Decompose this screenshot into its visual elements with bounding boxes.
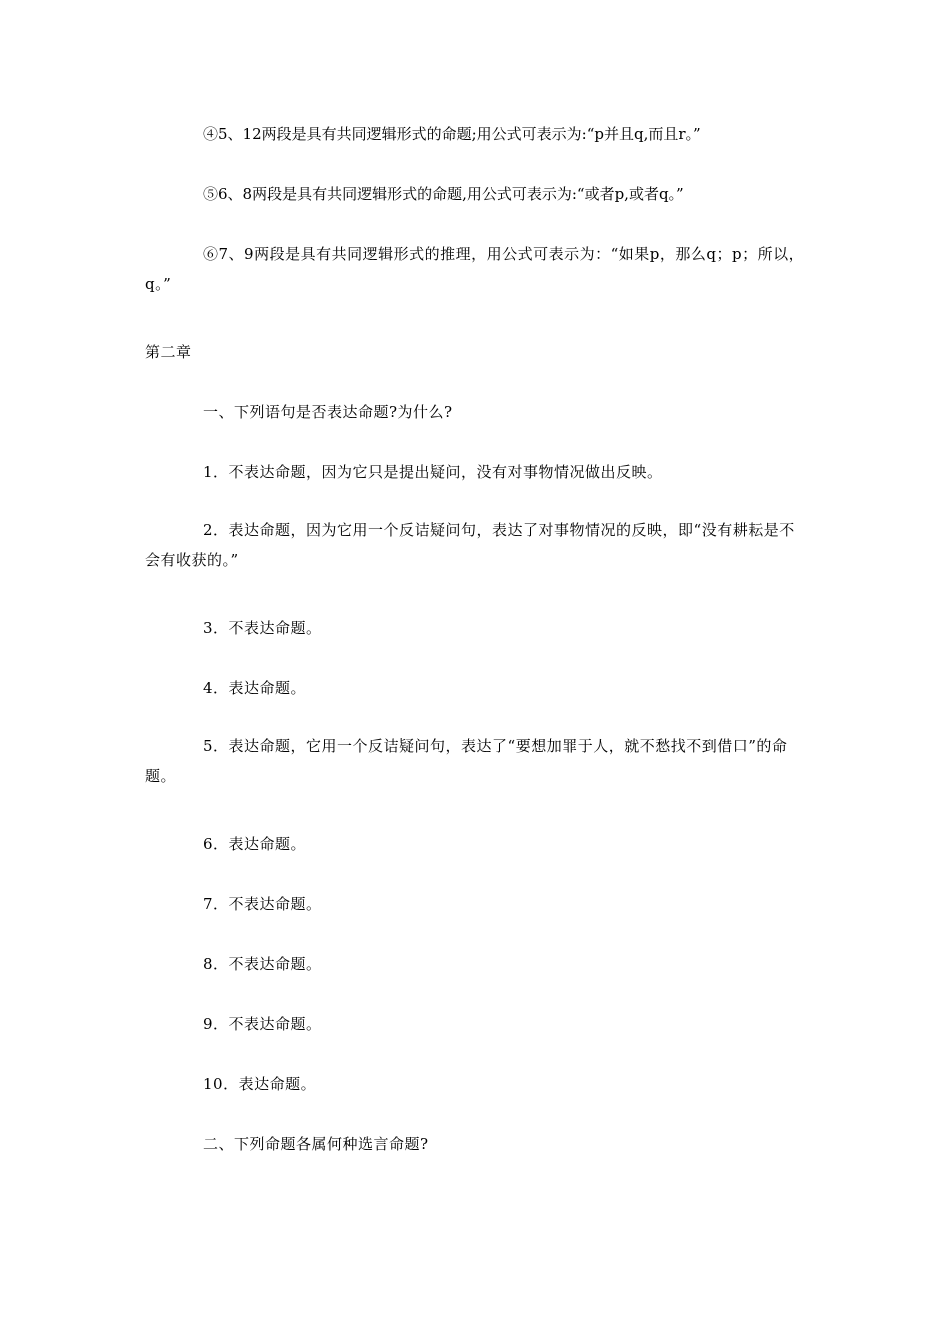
answer-5: 5．表达命题，它用一个反诘疑问句，表达了“要想加罪于人，就不愁找不到借口”的命题。 [145, 737, 788, 785]
answer-8: 8．不表达命题。 [203, 955, 322, 973]
answer-10: 10．表达命题。 [203, 1075, 317, 1093]
paragraph-circled-4: ④5、12两段是具有共同逻辑形式的命题;用公式可表示为:“p并且q,而且r。” [203, 125, 701, 143]
paragraph-circled-6: ⑥7、9两段是具有共同逻辑形式的推理，用公式可表示为：“如果p，那么q；p；所以，q。” [145, 245, 805, 293]
answer-9: 9．不表达命题。 [203, 1015, 322, 1033]
section-heading-2: 二、下列命题各属何种选言命题? [203, 1135, 429, 1153]
answer-3: 3．不表达命题。 [203, 619, 322, 637]
answer-7: 7．不表达命题。 [203, 895, 322, 913]
paragraph-circled-5: ⑤6、8两段是具有共同逻辑形式的命题,用公式可表示为:“或者p,或者q。” [203, 185, 684, 203]
answer-4: 4．表达命题。 [203, 679, 307, 697]
section-heading-1: 一、下列语句是否表达命题?为什么? [203, 403, 453, 421]
chapter-heading: 第二章 [145, 343, 192, 361]
answer-6: 6．表达命题。 [203, 835, 307, 853]
answer-1: 1．不表达命题，因为它只是提出疑问，没有对事物情况做出反映。 [203, 463, 663, 481]
answer-2: 2．表达命题，因为它用一个反诘疑问句，表达了对事物情况的反映，即“没有耕耘是不会有收获的。” [145, 521, 795, 569]
